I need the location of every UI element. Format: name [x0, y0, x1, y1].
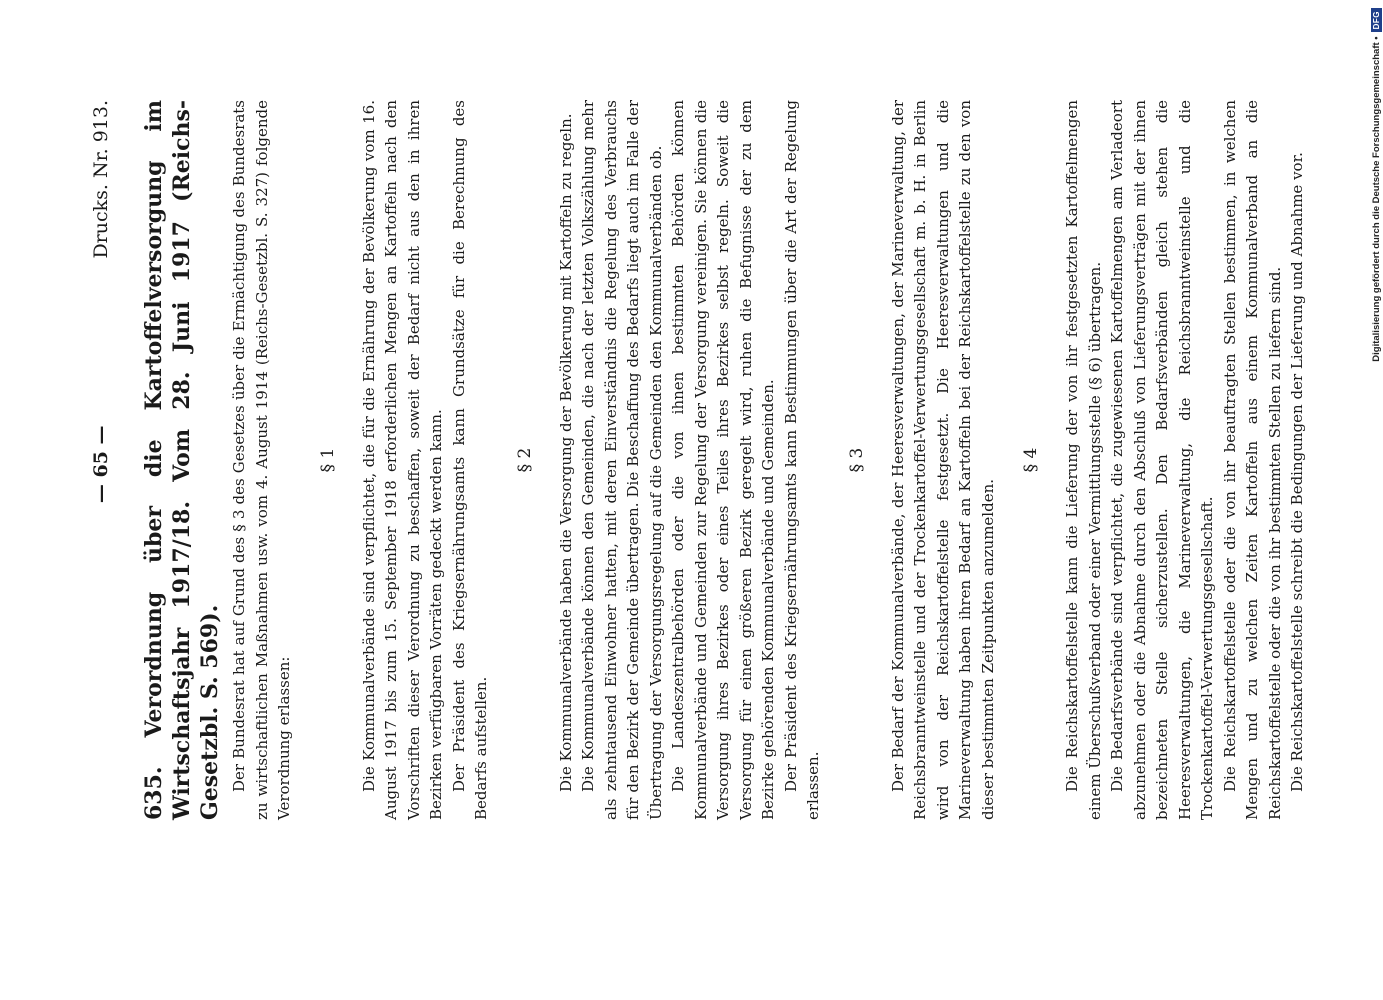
section-heading: § 1 [317, 447, 338, 473]
paragraph: Die Kommunalverbände haben die Versorgung der Bevölkerung mit Kartoffeln zu regeln. [556, 113, 575, 792]
paragraph: Die Landeszentralbehörden oder die von ihnen bestimmten Behörden können Kommunalverbände und Gemeinden zur Regelung der Versorgung vereinigen. Sie können die Versorgung ihres Bezirkes oder eines Teiles ihres Bezirkes selbst regeln. Soweit die Versorgung für einen größeren Bezirk geregelt wird, ruhen die Befugnisse der zu dem Bezirke gehörenden Kommunalverbände und Gemeinden. [669, 100, 777, 820]
paragraph: Die Reichskartoffelstelle oder die von ihr beauftragten Stellen bestimmen, in welchen Mengen und zu welchen Zeiten Kartoffeln aus einem Kommunalverband an die Reichskartoffelstelle oder die von ihr bestimmten Stellen zu liefern sind. [1220, 100, 1284, 820]
document-body [90, 100, 1309, 820]
paragraph: Die Kommunalverbände können den Gemeinden, die nach der letzten Volkszählung mehr als zehntausend Einwohner hatten, mit deren Einverständnis die Regelung des Verbrauchs für den Bezirk der Gemeinde übertragen. Die Beschaffung des Bedarfs liegt auch im Falle der Übertragung der Versorgungsregelung auf die Gemeinden den Kommunalverbänden ob. [579, 100, 665, 820]
section-heading: § 2 [514, 447, 535, 473]
paragraph: Der Bedarf der Kommunalverbände, der Heeresverwaltungen, der Marineverwaltung, der Reichsbranntweinstelle und der Trockenkartoffel-Verwertungsgesellschaft m. b. H. in Berlin wird von der Reichskartoffelstelle festgesetzt. Die Heeresverwaltungen und die Marineverwaltung haben ihren Bedarf an Kartoffeln bei der Reichskartoffelstelle zu den von dieser bestimmten Zeitpunkten anzumelden. [888, 100, 997, 820]
credit-text: Digitalisierung gefördert durch die Deutsche Forschungsgemeinschaft • [1370, 36, 1382, 362]
paragraph: Der Präsident des Kriegsernährungsamts kann Grundsätze für die Berechnung des Bedarfs aufstellen. [449, 100, 490, 820]
paragraph: Der Präsident des Kriegsernährungsamts kann Bestimmungen über die Art der Regelung erlassen. [781, 100, 822, 820]
preamble: Der Bundesrat hat auf Grund des § 3 des Gesetzes über die Ermächtigung des Bundesrats zu wirtschaftlichen Maßnahmen usw. vom 4. August 1914 (Reichs-Gesetzbl. S. 327) folgende Verordnung erlassen: [230, 100, 293, 820]
paragraph: Die Reichskartoffelstelle kann die Lieferung der von ihr festgesetzten Kartoffelmengen einem Überschußverband oder einer Vermittlungsstelle (§ 6) übertragen. [1063, 100, 1104, 820]
paragraph: Die Reichskartoffelstelle schreibt die Bedingungen der Lieferung und Abnahme vor. [1288, 152, 1306, 792]
ordinance-title: 635. Verordnung über die Kartoffelversorgung im Wirtschaftsjahr 1917/18. Vom 28. Juni 1917 (Reichs-Gesetzbl. S. 569). [141, 100, 223, 820]
section-heading: § 3 [846, 447, 867, 473]
paragraph: Die Kommunalverbände sind verpflichtet, die für die Ernährung der Bevölkerung vom 16. August 1917 bis zum 15. September 1918 erforderlichen Mengen an Kartoffeln nach den Vorschriften dieser Verordnung zu beschaffen, soweit der Bedarf nicht aus den in ihren Bezirken verfügbaren Vorräten gedeckt werden kann. [359, 100, 445, 820]
printing-number: Drucks. Nr. 913. [90, 100, 112, 259]
page-header [90, 100, 124, 820]
paragraph: Die Bedarfsverbände sind verpflichtet, die zugewiesenen Kartoffelmengen am Verladeort abzunehmen oder die Abnahme durch den Abschluß von Lieferungsverträgen mit der ihnen bezeichneten Stelle sicherzustellen. Den Bedarfsverbänden gleich stehen die Heeresverwaltungen, die Marineverwaltung, die Reichsbranntweinstelle und die Trockenkartoffel-Verwertungsgesellschaft. [1108, 100, 1216, 820]
section-heading: § 4 [1021, 447, 1041, 473]
dfg-logo-icon: DFG [1371, 8, 1382, 32]
page-number: — 65 — [90, 425, 112, 504]
digitization-credit [1365, 8, 1383, 992]
